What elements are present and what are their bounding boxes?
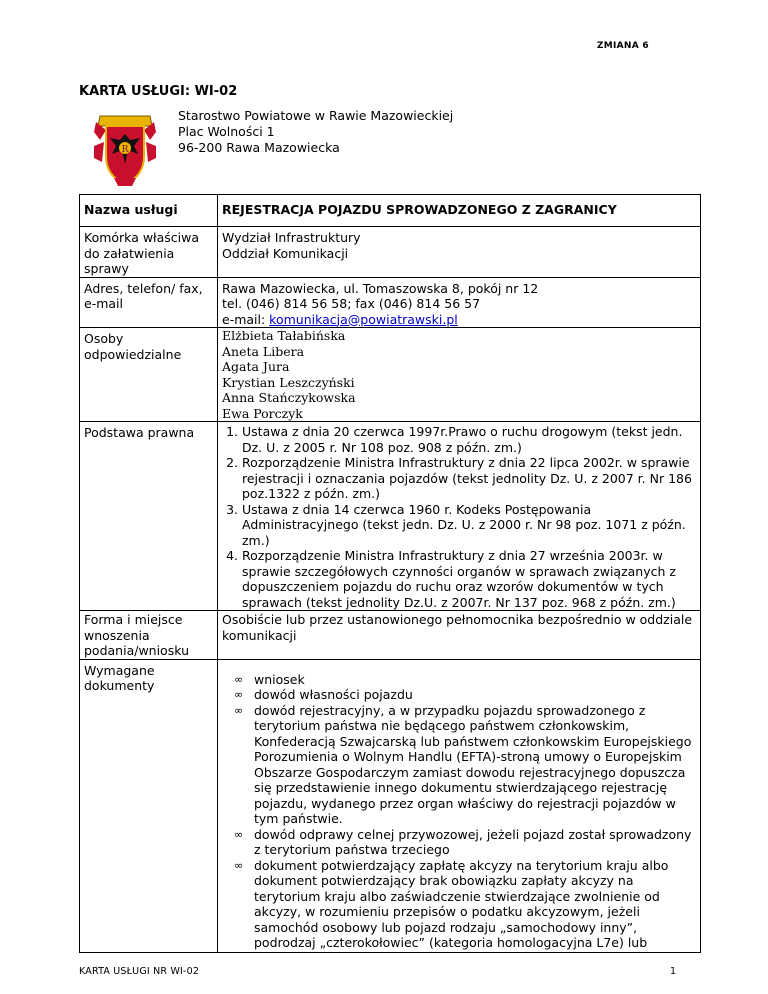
- required-document-item: ∞ dowód odprawy celnej przywozowej, jeżeli pojazd został sprowadzony z terytorium państwa trzeciego: [234, 827, 700, 858]
- change-marker: ZMIANA 6: [596, 41, 649, 51]
- required-document-item: ∞ dowód rejestracyjny, a w przypadku pojazdu sprowadzonego z terytorium państwa nie będącego państwem członkowskim, Konfederacją Szwajcarską lub państwem członkowskim Europejskiego Porozumienia o Wolnym Handlu (EFTA)-stroną umowy o Europejskim Obszarze Gospodarczym zamiast dowodu rejestracyjnego dopuszcza się przedstawienie innego dokumentu stwierdzającego rejestrację pojazdu, wydanego przez organ właściwy do rejestracji pojazdów w tym państwie.: [234, 703, 700, 827]
- page-number: 1: [670, 966, 677, 977]
- address-line: Plac Wolności 1: [178, 124, 275, 139]
- service-name-label: Nazwa usługi: [80, 195, 218, 227]
- person-name: Ewa Porczyk: [222, 405, 303, 421]
- address-line: 96-200 Rawa Mazowiecka: [178, 140, 340, 155]
- person-name: Elżbieta Tałabińska: [222, 328, 346, 343]
- department-value: Wydział Infrastruktury Oddział Komunikacji: [218, 227, 701, 278]
- address-line: Starostwo Powiatowe w Rawie Mazowieckiej: [178, 108, 454, 123]
- submission-form-value: Osobiście lub przez ustanowionego pełnomocnika bezpośrednio w oddziale komunikacji: [218, 611, 701, 660]
- person-name: Krystian Leszczyński: [222, 374, 355, 390]
- legal-basis-item: 3. Ustawa z dnia 14 czerwca 1960 r. Kodeks Postępowania Administracyjnego (tekst jedn. Dz. U. z 2000 r. Nr 98 poz. 1071 z późn. zm.): [242, 502, 700, 549]
- contact-value: Rawa Mazowiecka, ul. Tomaszowska 8, pokój nr 12 tel. (046) 814 56 58; fax (046) 814 56 57 e-mail: komunikacja@powiatrawski.pl: [218, 277, 701, 328]
- required-document-item: ∞ dokument potwierdzający zapłatę akcyzy na terytorium kraju albo dokument potwierdzający brak obowiązku zapłaty akcyzy na terytorium kraju albo zaświadczenie stwierdzające zwolnienie od akcyzy, w rozumieniu przepisów o podatku akcyzowym, jeżeli samochód osobowy lub pojazd rodzaju „samochodowy inny”, podrodzaj „czterokołowiec” (kategoria homologacyjna L7e) lub: [234, 858, 700, 951]
- legal-basis-item: 1. Ustawa z dnia 20 czerwca 1997r.Prawo o ruchu drogowym (tekst jedn. Dz. U. z 2005 r. Nr 108 poz. 908 z późn. zm.): [242, 424, 700, 455]
- legal-basis-label: Podstawa prawna: [80, 422, 218, 611]
- required-document-item: ∞ dowód własności pojazdu: [234, 687, 700, 703]
- responsible-persons-list: [218, 328, 701, 422]
- person-name: Aneta Libera: [222, 343, 305, 359]
- svg-text:R: R: [121, 145, 129, 155]
- responsible-persons-label: Osoby odpowiedzialne: [80, 328, 218, 422]
- department-label: Komórka właściwa do załatwienia sprawy: [80, 227, 218, 278]
- required-documents-list: [218, 659, 701, 952]
- required-document-item: ∞ wniosek: [234, 672, 700, 688]
- legal-basis-list: [218, 422, 701, 611]
- required-documents-label: Wymagane dokumenty: [80, 659, 218, 952]
- coat-of-arms-icon: [92, 112, 158, 188]
- office-address: [178, 108, 453, 156]
- person-name: Anna Stańczykowska: [222, 390, 356, 405]
- service-card-table: [79, 194, 701, 953]
- email-link[interactable]: komunikacja@powiatrawski.pl: [269, 311, 458, 327]
- person-name: Agata Jura: [222, 359, 290, 374]
- legal-basis-item: 2. Rozporządzenie Ministra Infrastruktury z dnia 22 lipca 2002r. w sprawie rejestracji i oznaczania pojazdów (tekst jednolity Dz. U. z 2007 r. Nr 186 poz.1322 z późn. zm.): [242, 455, 700, 502]
- contact-label: Adres, telefon/ fax, e-mail: [80, 277, 218, 328]
- footer-card-number: KARTA USŁUGI NR WI-02: [79, 966, 200, 977]
- document-title: KARTA USŁUGI: WI-02: [79, 84, 238, 99]
- submission-form-label: Forma i miejsce wnoszenia podania/wniosku: [80, 611, 218, 660]
- service-name-value: REJESTRACJA POJAZDU SPROWADZONEGO Z ZAGRANICY: [218, 195, 701, 227]
- legal-basis-item: 4. Rozporządzenie Ministra Infrastruktury z dnia 27 września 2003r. w sprawie szczegółowych czynności organów w sprawach związanych z dopuszczeniem pojazdu do ruchu oraz wzorów dokumentów w tych sprawach (tekst jednolity Dz.U. z 2007r. Nr 137 poz. 968 z późn. zm.): [242, 548, 700, 610]
